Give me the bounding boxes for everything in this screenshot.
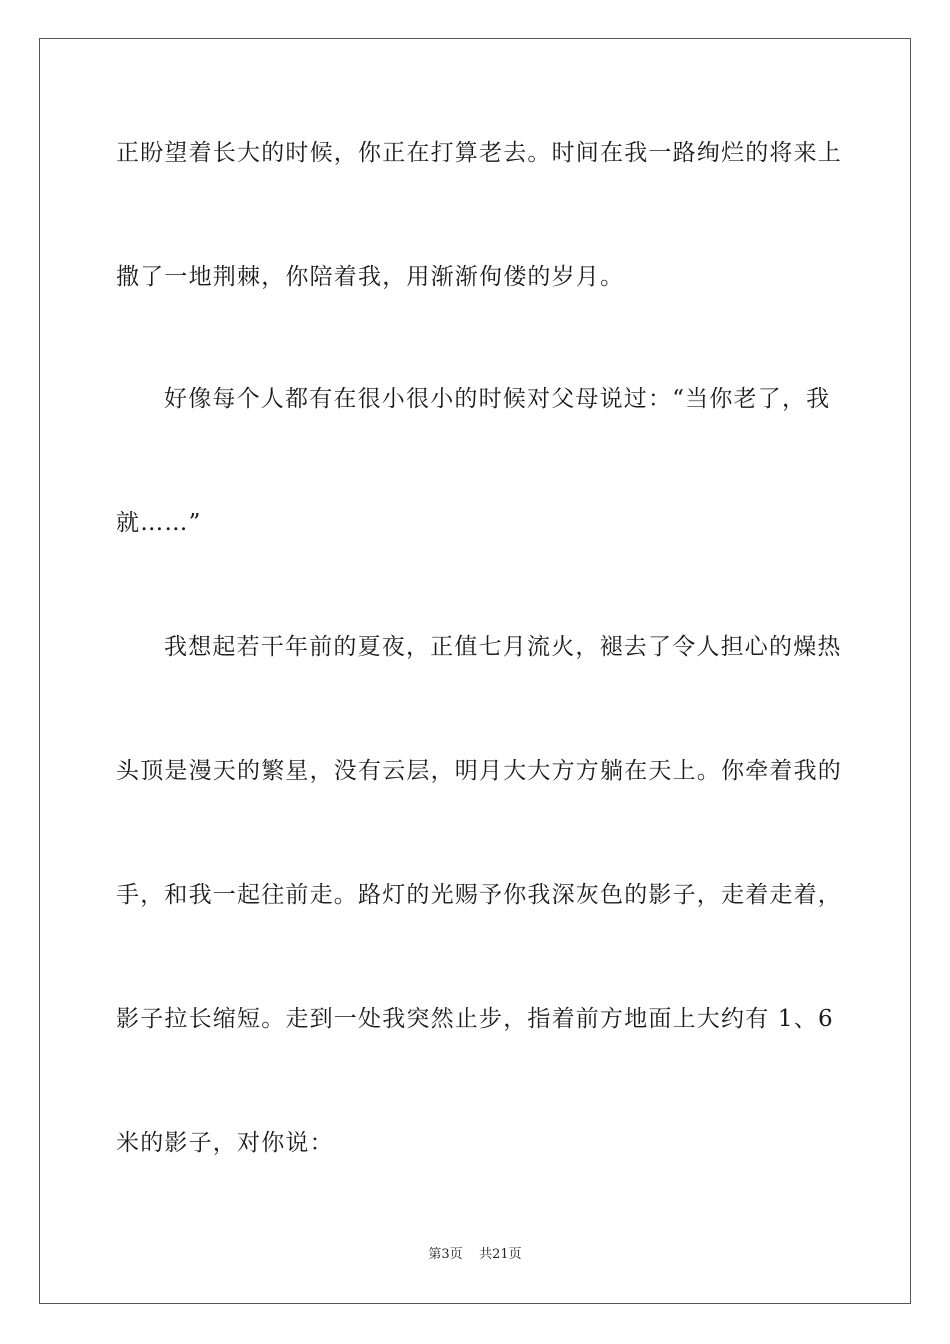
paragraph-start-line: 我想起若干年前的夏夜，正值七月流火，褪去了令人担心的燥热 bbox=[164, 634, 842, 660]
page-number: 第3页 bbox=[428, 1247, 463, 1262]
text-line: 手，和我一起往前走。路灯的光赐予你我深灰色的影子，走着走着， bbox=[116, 882, 842, 908]
text-line: 就……” bbox=[116, 510, 202, 536]
page-total: 共21页 bbox=[479, 1247, 522, 1262]
page-border bbox=[39, 38, 911, 1304]
text-line: 影子拉长缩短。走到一处我突然止步，指着前方地面上大约有 1、6 bbox=[116, 1006, 834, 1032]
page-footer bbox=[0, 1246, 950, 1264]
text-line: 头顶是漫天的繁星，没有云层，明月大大方方躺在天上。你牵着我的 bbox=[116, 758, 842, 784]
text-line: 正盼望着长大的时候，你正在打算老去。时间在我一路绚烂的将来上 bbox=[116, 140, 842, 166]
text-line: 撒了一地荆棘，你陪着我，用渐渐佝偻的岁月。 bbox=[116, 264, 625, 290]
text-line: 米的影子，对你说： bbox=[116, 1130, 334, 1156]
paragraph-start-line: 好像每个人都有在很小很小的时候对父母说过：“当你老了，我 bbox=[164, 386, 831, 412]
